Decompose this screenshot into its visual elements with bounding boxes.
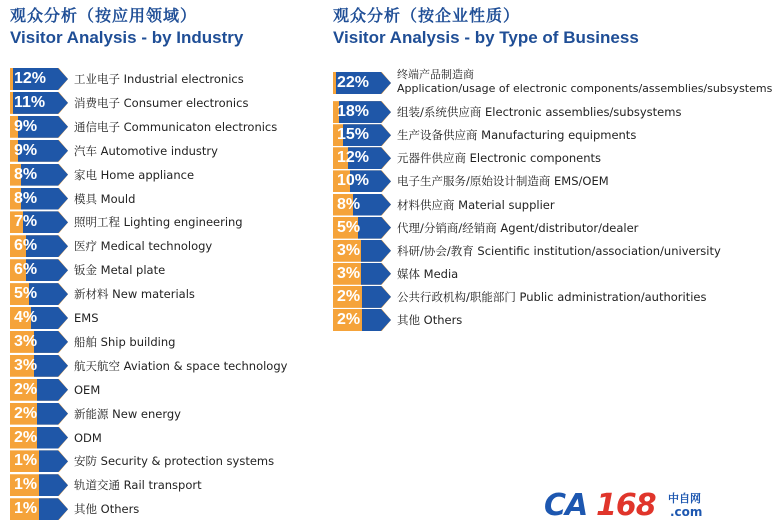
- industry-value-bar: [10, 283, 68, 305]
- business-row: [333, 68, 772, 95]
- business-value-bar: [333, 286, 391, 308]
- industry-value-label: 6%: [14, 261, 38, 279]
- industry-value-label: 6%: [14, 237, 38, 255]
- business-value-label: 15%: [337, 126, 370, 144]
- industry-row: [10, 164, 320, 186]
- business-row: [333, 309, 728, 331]
- business-value-label: 2%: [337, 311, 361, 328]
- business-value-label: 18%: [337, 103, 370, 121]
- business-title-en: Visitor Analysis - by Type of Business: [333, 28, 639, 47]
- industry-value-bar: [10, 355, 68, 377]
- industry-category-label: 消费电子 Consumer electronics: [74, 95, 249, 110]
- industry-row: [10, 498, 320, 520]
- industry-row: [10, 283, 320, 305]
- industry-row: [10, 427, 320, 449]
- industry-row: [10, 188, 320, 210]
- business-category-label: 元器件供应商 Electronic components: [397, 151, 602, 166]
- industry-value-label: 7%: [14, 213, 38, 231]
- industry-value-label: 4%: [14, 309, 38, 326]
- industry-category-label: 新材料 New materials: [74, 287, 195, 302]
- industry-category-label: EMS: [74, 311, 99, 325]
- business-category-label-en: Application/usage of electronic components/assemblies/subsystems: [397, 82, 772, 95]
- logo-ca-text: CA: [544, 488, 588, 523]
- business-row: [333, 194, 728, 216]
- industry-value-label: 5%: [14, 285, 38, 303]
- industry-value-bar: [10, 140, 68, 162]
- industry-value-bar: [10, 68, 68, 90]
- business-value-label: 12%: [337, 149, 370, 167]
- industry-value-label: 1%: [14, 452, 38, 470]
- industry-value-label: 3%: [14, 356, 38, 374]
- business-row: [333, 147, 728, 169]
- business-bar-fill: [361, 240, 391, 262]
- business-value-bar: [333, 309, 391, 331]
- industry-row: [10, 379, 320, 401]
- industry-row: [10, 116, 320, 138]
- business-panel: [333, 6, 772, 328]
- industry-category-label: ODM: [74, 430, 102, 445]
- business-value-label: 10%: [337, 172, 370, 190]
- industry-row: [10, 92, 320, 114]
- industry-value-label: 1%: [14, 476, 38, 494]
- industry-value-bar: [10, 307, 68, 329]
- industry-value-label: 11%: [14, 93, 46, 111]
- business-row: [333, 240, 728, 262]
- industry-category-label: 工业电子 Industrial electronics: [74, 72, 244, 86]
- industry-value-bar: [10, 259, 68, 281]
- industry-value-label: 2%: [14, 404, 38, 422]
- industry-row: [10, 68, 320, 90]
- business-category-label-zh: 终端产品制造商: [397, 68, 474, 81]
- industry-value-bar: [10, 379, 68, 401]
- business-row: [333, 101, 728, 123]
- business-value-bar: [333, 217, 391, 239]
- business-category-label: 媒体 Media: [397, 266, 459, 281]
- industry-value-label: 1%: [14, 500, 38, 518]
- industry-value-bar: [10, 164, 68, 186]
- industry-value-label: 8%: [14, 189, 38, 207]
- business-value-bar: [333, 72, 391, 94]
- industry-row: [10, 450, 320, 472]
- business-value-bar: [333, 124, 391, 146]
- ca168-logo: [544, 488, 720, 524]
- industry-value-label: 2%: [14, 428, 38, 446]
- industry-value-bar: [10, 403, 68, 425]
- industry-bar-fill: [39, 450, 68, 472]
- industry-value-label: 2%: [14, 380, 38, 398]
- business-value-label: 22%: [337, 74, 370, 91]
- business-bar-fill: [362, 309, 391, 331]
- industry-value-label: 9%: [14, 141, 38, 159]
- industry-category-label: 轨道交通 Rail transport: [74, 478, 202, 493]
- industry-category-label: 其他 Others: [74, 502, 140, 517]
- industry-category-label: 新能源 New energy: [74, 406, 181, 421]
- industry-category-label: 安防 Security & protection systems: [74, 454, 275, 469]
- business-value-label: 2%: [337, 287, 361, 305]
- industry-category-label: OEM: [74, 382, 101, 397]
- business-value-label: 3%: [337, 241, 361, 259]
- business-value-bar: [333, 263, 391, 285]
- industry-row: [10, 403, 320, 425]
- logo-domain-text: .com: [670, 505, 703, 519]
- business-bar-fill: [358, 217, 391, 239]
- industry-value-bar: [10, 211, 68, 233]
- business-bar-fill: [361, 263, 391, 285]
- industry-value-label: 3%: [14, 332, 38, 350]
- business-title-zh: 观众分析（按企业性质）: [333, 6, 521, 25]
- industry-category-label: 通信电子 Communicaton electronics: [74, 119, 278, 134]
- industry-value-bar: [10, 331, 68, 353]
- business-category-label: 组装/系统供应商 Electronic assemblies/subsystems: [397, 105, 682, 120]
- industry-bar-fill: [34, 355, 68, 377]
- industry-value-bar: [10, 235, 68, 257]
- business-row: [333, 286, 728, 308]
- business-value-bar: [333, 240, 391, 262]
- industry-bar-fill: [39, 474, 68, 496]
- industry-value-bar: [10, 92, 68, 114]
- business-value-label: 3%: [337, 264, 361, 282]
- industry-category-label: 模具 Mould: [74, 191, 136, 206]
- industry-value-label: 12%: [14, 70, 47, 87]
- industry-value-bar: [10, 474, 68, 496]
- business-category-label: 科研/协会/教育 Scientific institution/association/university: [397, 243, 721, 258]
- business-value-bar: [333, 147, 391, 169]
- industry-title-en: Visitor Analysis - by Industry: [10, 28, 244, 47]
- industry-row: [10, 259, 320, 281]
- business-category-label: 生产设备供应商 Manufacturing equipments: [397, 128, 637, 143]
- industry-category-label: 船舶 Ship building: [74, 334, 176, 349]
- industry-row: [10, 235, 320, 257]
- industry-bar-fill: [34, 331, 68, 353]
- industry-row: [10, 474, 320, 496]
- industry-row: [10, 211, 320, 233]
- business-value-label: 8%: [337, 195, 361, 213]
- business-category-label: 其他 Others: [397, 313, 463, 327]
- business-value-bar: [333, 101, 391, 123]
- industry-value-label: 9%: [14, 117, 38, 135]
- business-category-label: 材料供应商 Material supplier: [397, 197, 555, 212]
- logo-chinese-text: 中自网: [668, 492, 701, 505]
- industry-value-label: 8%: [14, 165, 38, 183]
- industry-category-label: 钣金 Metal plate: [74, 263, 166, 278]
- industry-category-label: 家电 Home appliance: [74, 167, 195, 182]
- industry-row: [10, 355, 320, 377]
- industry-category-label: 照明工程 Lighting engineering: [74, 215, 243, 230]
- business-category-label: 电子生产服务/原始设计制造商 EMS/OEM: [397, 174, 609, 189]
- industry-bar-fill: [37, 403, 68, 425]
- logo-number-text: 168: [596, 488, 656, 523]
- business-row: [333, 217, 728, 239]
- business-category-label: 代理/分销商/经销商 Agent/distributor/dealer: [397, 220, 639, 235]
- industry-bar-fill: [37, 427, 68, 449]
- business-row: [333, 170, 728, 192]
- business-category-label: 公共行政机构/职能部门 Public administration/authorities: [397, 289, 707, 304]
- industry-bar-fill: [37, 379, 68, 401]
- industry-value-bar: [10, 116, 68, 138]
- industry-row: [10, 140, 320, 162]
- business-value-bar: [333, 194, 391, 216]
- business-row: [333, 124, 728, 146]
- business-row: [333, 263, 728, 285]
- industry-row: [10, 331, 320, 353]
- industry-value-bar: [10, 188, 68, 210]
- business-value-bar: [333, 170, 391, 192]
- business-bar-fill: [362, 286, 391, 308]
- industry-value-bar: [10, 498, 68, 520]
- industry-value-bar: [10, 427, 68, 449]
- industry-category-label: 医疗 Medical technology: [74, 239, 213, 254]
- industry-category-label: 航天航空 Aviation & space technology: [74, 358, 288, 373]
- industry-panel: [10, 6, 320, 518]
- industry-category-label: 汽车 Automotive industry: [74, 143, 218, 158]
- industry-title-zh: 观众分析（按应用领域）: [10, 6, 198, 25]
- industry-value-bar: [10, 450, 68, 472]
- business-category-label: [397, 68, 772, 96]
- business-value-label: 5%: [337, 218, 361, 236]
- industry-row: [10, 307, 320, 329]
- industry-bar-fill: [39, 498, 68, 520]
